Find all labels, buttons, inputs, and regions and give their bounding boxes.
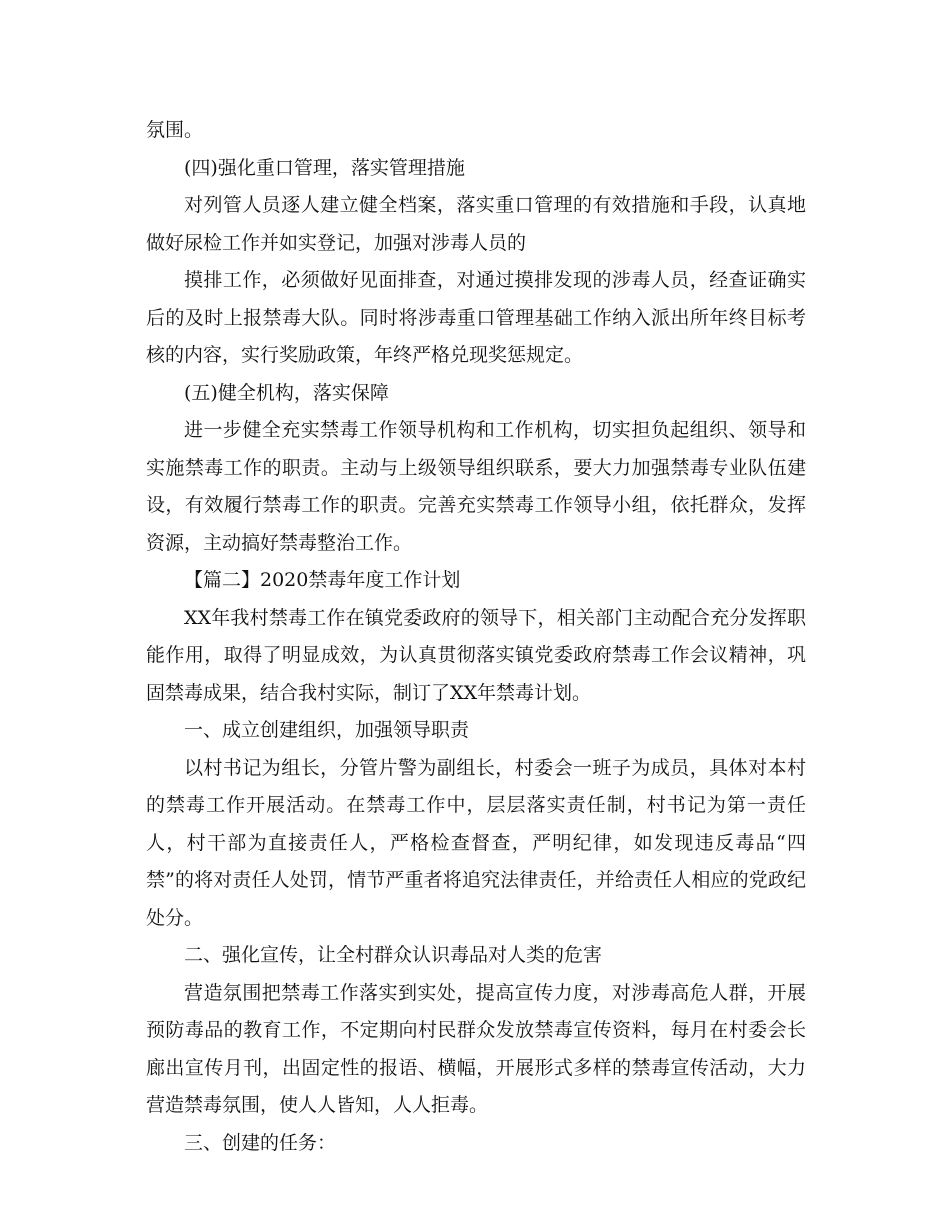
section-heading-two: 二、强化宣传，让全村群众认识毒品对人类的危害 <box>184 944 603 966</box>
section-heading-one: 一、成立创建组织，加强领导职责 <box>184 719 470 741</box>
paragraph-continuation: 氛围。 <box>146 119 204 141</box>
section-heading-5: (五)健全机构，落实保障 <box>184 381 389 404</box>
chapter-title-part-two: 【篇二】2020禁毒年度工作计划 <box>184 569 461 591</box>
document-body <box>146 112 806 1162</box>
paragraph-organization: 进一步健全充实禁毒工作领导机构和工作机构，切实担负起组织、领导和实施禁毒工作的职责。主动与上级领导组织联系，要大力加强禁毒专业队伍建设，有效履行禁毒工作的职责。完善充实禁毒工作领导小组，依托群众，发挥资源，主动搞好禁毒整治工作。 <box>146 419 806 554</box>
paragraph-leadership: 以村书记为组长，分管片警为副组长，村委会一班子为成员，具体对本村的禁毒工作开展活动。在禁毒工作中，层层落实责任制，村书记为第一责任人，村干部为直接责任人，严格检查督查，严明纪律，如发现违反毒品“四禁”的将对责任人处罚，情节严重者将追究法律责任，并给责任人相应的党政纪处分。 <box>146 756 806 929</box>
paragraph-investigation: 摸排工作，必须做好见面排查，对通过摸排发现的涉毒人员，经查证确实后的及时上报禁毒大队。同时将涉毒重口管理基础工作纳入派出所年终目标考核的内容，实行奖励政策，年终严格兑现奖惩规定。 <box>146 269 806 366</box>
paragraph-archive-management: 对列管人员逐人建立健全档案，落实重口管理的有效措施和手段，认真地做好尿检工作并如实登记，加强对涉毒人员的 <box>146 194 806 254</box>
paragraph-publicity: 营造氛围把禁毒工作落实到实处，提高宣传力度，对涉毒高危人群，开展预防毒品的教育工作，不定期向村民群众发放禁毒宣传资料，每月在村委会长廊出宣传月刊，出固定性的报语、横幅，开展形式多样的禁毒宣传活动，大力营造禁毒氛围，使人人皆知，人人拒毒。 <box>146 981 806 1116</box>
paragraph-introduction: XX年我村禁毒工作在镇党委政府的领导下，相关部门主动配合充分发挥职能作用，取得了明显成效，为认真贯彻落实镇党委政府禁毒工作会议精神，巩固禁毒成果，结合我村实际，制订了XX年禁毒计划。 <box>146 606 806 704</box>
section-heading-three: 三、创建的任务： <box>184 1131 337 1154</box>
section-heading-4: (四)强化重口管理，落实管理措施 <box>184 156 465 179</box>
